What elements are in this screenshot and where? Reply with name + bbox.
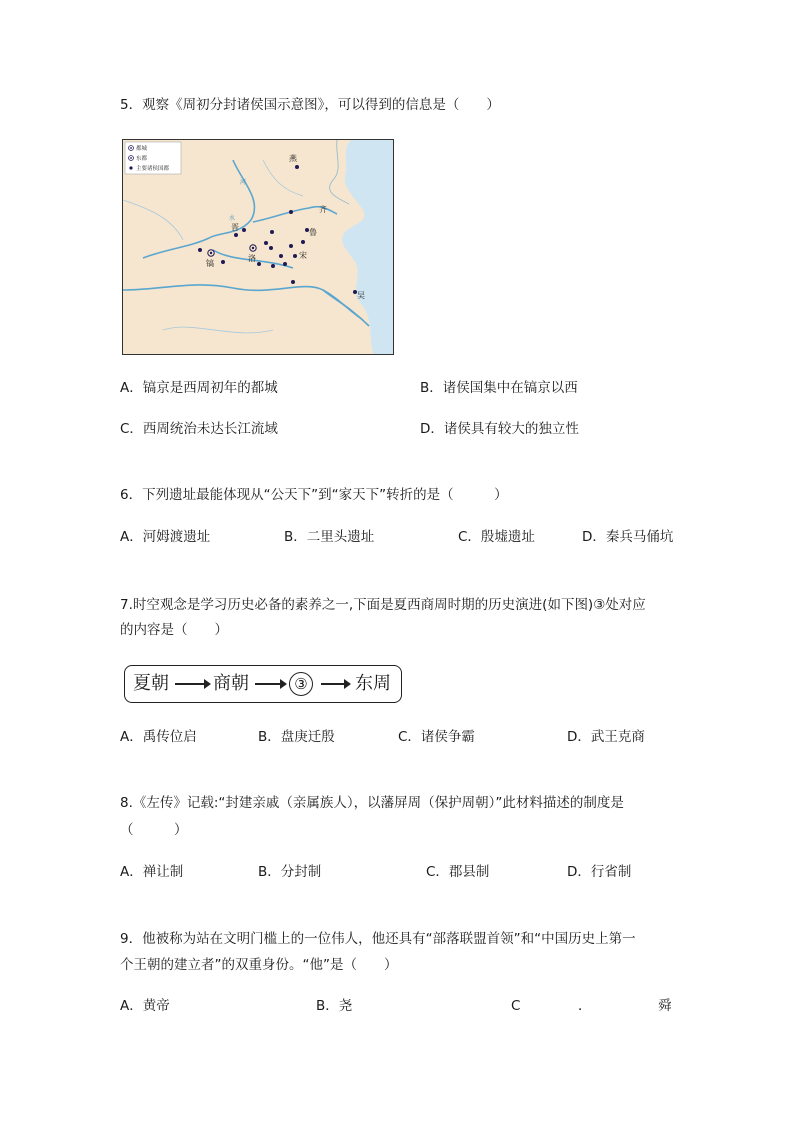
place-yan: 燕 [289, 154, 297, 163]
q7-option-d[interactable]: D．武王克商 [567, 729, 645, 745]
timeline-eastern-zhou: 东周 [355, 673, 391, 694]
place-luo: 洛 [248, 254, 256, 263]
question-7-stem-line2: 的内容是（ ） [120, 622, 228, 638]
river-label-he: 河 [240, 179, 247, 186]
q5-option-b[interactable]: B．诸侯国集中在镐京以西 [420, 380, 578, 396]
question-9-stem-line1: 9．他被称为站在文明门槛上的一位伟人，他还具有“部落联盟首领”和“中国历史上第一 [120, 931, 636, 947]
q9-option-c-text[interactable]: 舜 [658, 998, 672, 1014]
timeline-arrow-1 [175, 683, 209, 685]
q6-option-b[interactable]: B．二里头遗址 [284, 529, 375, 545]
q5-option-d[interactable]: D．诸侯具有较大的独立性 [420, 421, 579, 437]
q6-option-a[interactable]: A．河姆渡遗址 [120, 529, 211, 545]
q8-option-c[interactable]: C．郡县制 [426, 864, 490, 880]
map-svg [123, 140, 393, 354]
dynasty-timeline [124, 665, 402, 703]
question-8-stem-line1: 8.《左传》记载:“封建亲戚（亲属族人），以藩屏周（保护周朝）”此材料描述的制度是 [120, 795, 624, 811]
q9-option-a[interactable]: A．黄帝 [120, 998, 170, 1014]
timeline-xia: 夏朝 [133, 673, 169, 694]
question-5-stem: 5．观察《周初分封诸侯国示意图》，可以得到的信息是（ ） [120, 97, 500, 113]
q8-option-b[interactable]: B．分封制 [258, 864, 322, 880]
zhou-feudal-map [122, 139, 394, 355]
place-hao: 镐 [206, 259, 214, 268]
question-7-stem-line1: 7.时空观念是学习历史必备的素养之一,下面是夏西商周时期的历史演进(如下图)③处对应 [120, 597, 646, 613]
legend-capital: 都城 [136, 146, 148, 152]
q5-option-c[interactable]: C．西周统治未达长江流域 [120, 421, 278, 437]
place-jin: 晋 [231, 223, 239, 232]
q9-option-b[interactable]: B．尧 [316, 998, 353, 1014]
legend-vassal-capital: 主要诸侯国都 [136, 166, 170, 172]
q8-option-a[interactable]: A．禅让制 [120, 864, 184, 880]
question-6-stem: 6．下列遗址最能体现从“公天下”到“家天下”转折的是（ ） [120, 487, 508, 503]
question-8-stem-line2: （ ） [120, 822, 188, 838]
timeline-arrow-3 [321, 683, 349, 685]
q9-option-c-dot: ． [578, 998, 592, 1014]
q7-option-b[interactable]: B．盘庚迁殷 [258, 729, 335, 745]
timeline-arrow-2 [255, 683, 285, 685]
q8-option-d[interactable]: D．行省制 [567, 864, 632, 880]
q6-option-d[interactable]: D．秦兵马俑坑 [582, 529, 674, 545]
q6-option-c[interactable]: C．殷墟遗址 [458, 529, 535, 545]
river-label-shui: 水 [229, 215, 236, 222]
place-qi: 齐 [319, 205, 327, 214]
place-song: 宋 [299, 251, 307, 260]
q7-option-c[interactable]: C．诸侯争霸 [398, 729, 475, 745]
place-lu: 鲁 [309, 228, 317, 237]
timeline-blank-3: ③ [289, 672, 313, 696]
q7-option-a[interactable]: A．禹传位启 [120, 729, 197, 745]
legend-eastern-capital: 东都 [136, 156, 148, 162]
q5-option-a[interactable]: A．镐京是西周初年的都城 [120, 380, 278, 396]
question-9-stem-line2: 个王朝的建立者”的双重身份。“他”是（ ） [120, 957, 398, 973]
place-wu: 吴 [357, 291, 365, 300]
q9-option-c-letter[interactable]: C [511, 998, 521, 1014]
timeline-shang: 商朝 [213, 673, 249, 694]
